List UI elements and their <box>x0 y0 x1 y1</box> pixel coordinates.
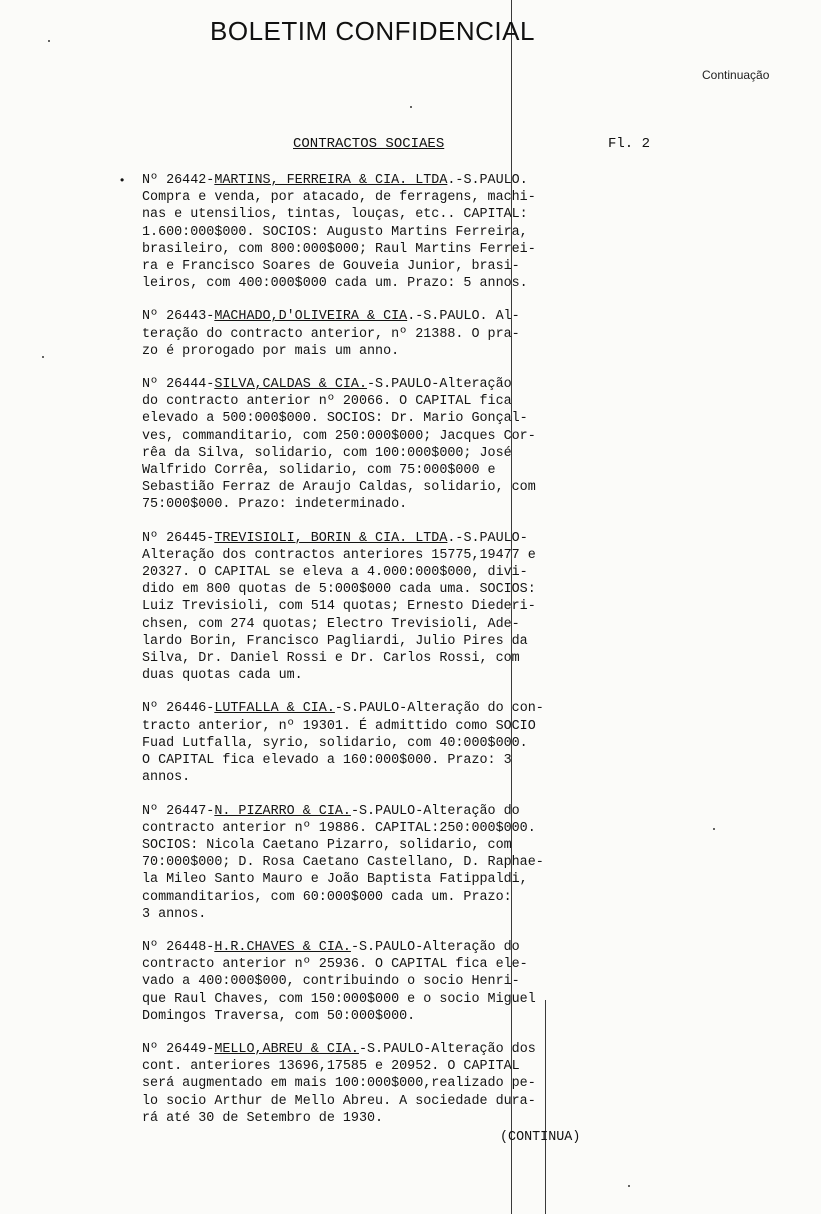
entry-number: Nº 26447- <box>142 803 215 819</box>
entry-text: -S.PAULO-Alteração do con- tracto anterior, nº 19301. É admittido como SOCIO Fuad Lutfalla, syrio, solidario, com 40:000$000. O CAPITAL fica elevado a 160:000$000. Prazo: 3 annos. <box>142 701 544 786</box>
bullet-mark: • <box>120 173 125 187</box>
contract-entry-26445 <box>142 530 662 685</box>
entry-text: .-S.PAULO- Alteração dos contractos anteriores 15775,19477 e 20327. O CAPITAL se eleva a 4.000:000$000, divi- dido em 800 quotas de 5:000$000 cada uma. SOCIOS: Luiz Trevisioli, com 514 quotas; Ernesto Diederi- chsen, com 274 quotas; Electro Trevisioli, Ade- lardo Borin, Francisco Pagliardi, Julio Pires da Silva, Dr. Daniel Rossi e Dr. Carlos Rossi, com duas quotas cada um. <box>142 530 536 684</box>
entry-text: -S.PAULO-Alteração do contracto anterior nº 19886. CAPITAL:250:000$000. SOCIOS: Nicola Caetano Pizarro, solidario, com 70:000$000; D. Rosa Caetano Castellano, D. Raphae- la Mileo Santo Mauro e João Baptista Fatippaldi, commanditarios, com 60:000$000 cada um. Prazo: 3 annos. <box>142 803 544 922</box>
entry-text: .-S.PAULO. Compra e venda, por atacado, de ferragens, machi- nas e utensilios, tintas, louças, etc.. CAPITAL: 1.600:000$000. SOCIOS: Augusto Martins Ferreira, brasileiro, com 800:000$000; Raul Martins Ferrei- ra e Francisco Soares de Gouveia Junior, brasi- leiros, com 400:000$000 cada um. Prazo: 5 annos. <box>142 173 536 292</box>
paper-speck <box>713 828 715 830</box>
page-number: Fl. 2 <box>608 136 651 152</box>
entry-firm: MARTINS, FERREIRA & CIA. LTDA <box>214 173 448 188</box>
paper-speck <box>410 106 412 108</box>
continuation-label: Continuação <box>702 68 770 82</box>
entry-number: Nº 26442- <box>142 173 215 188</box>
paper-speck <box>42 356 44 358</box>
entry-number: Nº 26448- <box>142 939 215 955</box>
section-title: CONTRACTOS SOCIAES <box>293 136 445 152</box>
paper-speck <box>628 1185 630 1187</box>
contract-entry-26448 <box>142 939 662 1025</box>
contract-entry-26449 <box>142 1041 662 1127</box>
entry-text: -S.PAULO-Alteração do contracto anterior nº 25936. O CAPITAL fica ele- vado a 400:000$000, contribuindo o socio Henri- que Raul Chaves, com 150:000$000 e o socio Miguel Domingos Traversa, com 50:000$000. <box>142 939 536 1024</box>
entry-text: -S.PAULO-Alteração dos cont. anteriores 13696,17585 e 20952. O CAPITAL será augmentado em mais 100:000$000,realizado pe- lo socio Arthur de Mello Abreu. A sociedade dura- rá até 30 de Setembro de 1930. <box>142 1041 536 1126</box>
entry-text: .-S.PAULO. Al- teração do contracto anterior, nº 21388. O pra- zo é prorogado por mais um anno. <box>142 309 520 359</box>
contract-entry-26446 <box>142 700 662 786</box>
entry-firm: MACHADO,D'OLIVEIRA & CIA <box>214 309 408 325</box>
paper-speck <box>48 40 50 42</box>
entry-firm: TREVISIOLI, BORIN & CIA. LTDA <box>214 530 448 546</box>
contract-entries <box>120 172 662 1143</box>
entry-firm: H.R.CHAVES & CIA. <box>214 939 351 955</box>
entry-number: Nº 26449- <box>142 1041 215 1057</box>
entry-firm: N. PIZARRO & CIA. <box>214 803 351 819</box>
entry-number: Nº 26444- <box>142 377 215 393</box>
continua-label: (CONTINUA) <box>500 1130 581 1145</box>
contract-entry-26444 <box>142 376 662 514</box>
entry-text: -S.PAULO-Alteração do contracto anterior nº 20066. O CAPITAL fica elevado a 500:000$000. SOCIOS: Dr. Mario Gonçal- ves, commanditario, com 250:000$000; Jacques Cor- rêa da Silva, solidario, com 100:000$000; José Walfrido Corrêa, solidario, com 75:000$000 e Sebastião Ferraz de Araujo Caldas, solidario, com 75:000$000. Prazo: indeterminado. <box>142 377 536 513</box>
entry-number: Nº 26446- <box>142 701 215 717</box>
contract-entry-26443 <box>142 308 662 360</box>
bulletin-title: BOLETIM CONFIDENCIAL <box>210 16 535 46</box>
entry-firm: SILVA,CALDAS & CIA. <box>214 377 368 393</box>
entry-number: Nº 26445- <box>142 530 215 546</box>
contract-entry-26442 <box>120 172 662 292</box>
entry-firm: LUTFALLA & CIA. <box>214 701 335 717</box>
entry-firm: MELLO,ABREU & CIA. <box>214 1041 359 1057</box>
contract-entry-26447 <box>142 803 662 923</box>
entry-number: Nº 26443- <box>142 309 215 325</box>
